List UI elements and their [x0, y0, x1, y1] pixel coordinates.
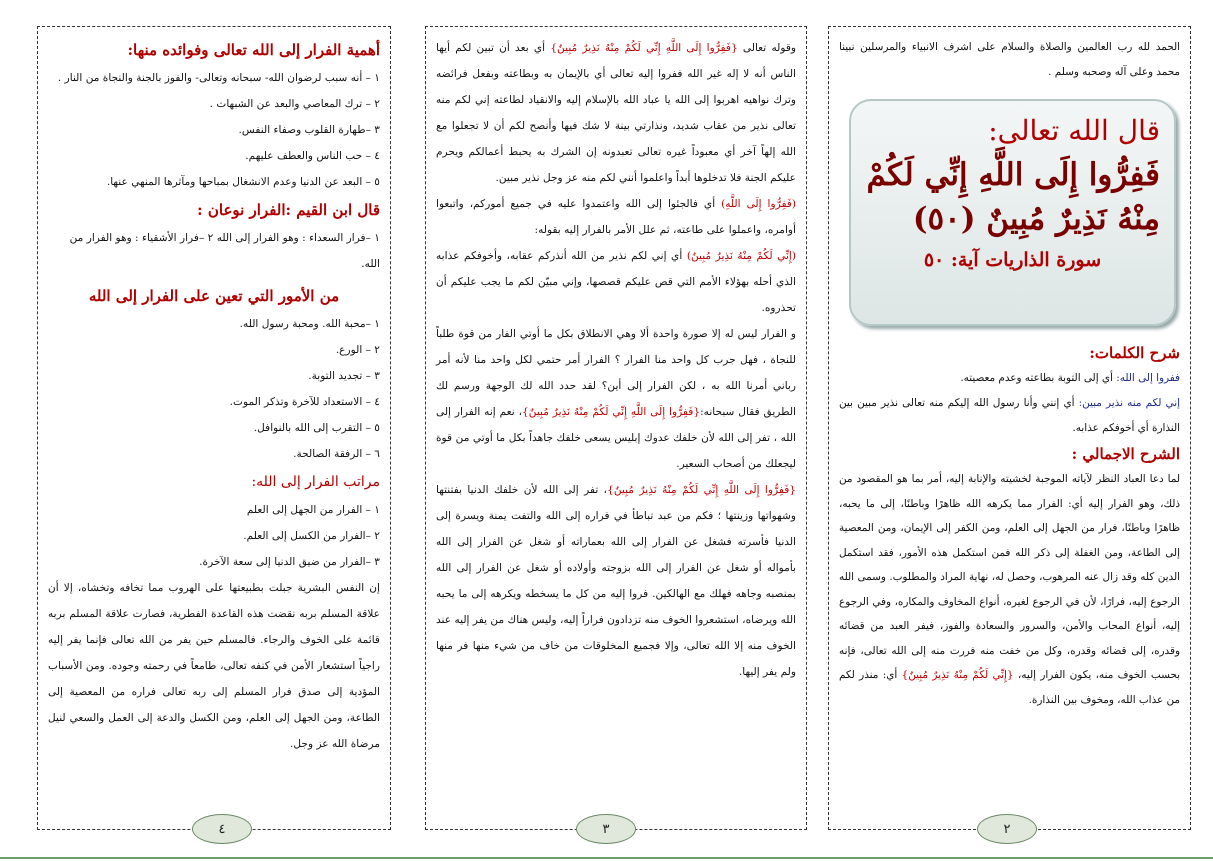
list-item: ٤ – الاستعداد للآخرة وتذكر الموت.	[229, 396, 380, 408]
list-item: ١ – الفرار من الجهل إلى العلم	[246, 504, 380, 516]
word-term-2: إني لكم منه نذير مبين:	[1078, 397, 1180, 409]
list-item: ٤ – حب الناس والعطف عليهم.	[245, 150, 380, 162]
para3-body: أي إني لكم نذير من الله أنذركم عقابه، وأخوفكم عذابه الذي أحله بهؤلاء الأمم التي قص عليكم قصصها، وإني مبيّن لكم ما يجب عليكم أن تحذروه.	[436, 250, 796, 314]
list-item: ٦ – الرفقة الصالحة.	[293, 448, 380, 460]
verse-box-source: سورة الذاريات آية: ٥٠	[923, 249, 1102, 271]
para2-body: أي فالجئوا إلى الله واعتمدوا عليه في جميع أموركم، واتبعوا أوامره، واعملوا على طاعته، ثم علل الأمر بالفرار إليه بقوله:	[436, 198, 796, 236]
benefits-heading: أهمية الفرار إلى الله تعالى وفوائده منها:	[127, 41, 380, 59]
closing-paragraph: إن النفس البشرية جبلت بطبيعتها على الهروب مما تخافه وتخشاه، إلا أن علاقة المسلم بربه نقضت هذه القاعدة الفطرية، فصارت علاقة المسلم بربه قائمة على الخوف والرجاء. فالمسلم حين يفر من الله تعالى فإنما يفر إليه راجياً استشعار الأمن في كنفه تعالى، طامعاً في رحمته وجوده. ومن الأسباب المؤدية إلى صدق فرار المسلم إلى ربه تعالى فراره من المعصية إلى الطاعة، ومن الجهل إلى العلم، ومن الكسل والدعة إلى العمل والسعي لنيل مرضاة الله عز وجل.	[48, 582, 380, 750]
middle-para-1	[436, 35, 796, 191]
middle-para-5	[436, 477, 796, 685]
list-item: ٢ – ترك المعاصي والبعد عن الشبهات .	[209, 98, 380, 110]
list-item: ٣ –طهارة القلوب وصفاء النفس.	[238, 124, 380, 136]
para1-start: وقوله تعالى	[737, 42, 797, 54]
aids-heading: من الأمور التي تعين على الفرار إلى الله	[88, 287, 340, 305]
list-item: ٥ – التقرب إلى الله بالنوافل.	[253, 422, 380, 434]
para5-body: ، تفر إلى الله لأن خلفك الدنيا بفتنتها وشهواتها وزينتها ؛ فكم من عبد تباطأ في فراره إلى الله والتفت يمنة ويسرة إلى الدنيا فأسرته فشغل عن الفرار إلى الله بعماراته أو شغل عن الفرار إلى الله بأمواله أو شغل عن الفرار إلى الله بزوجته وأولاده أو شغل عن الفرار إلى الله بمنصبه وجاهه فهلك مع الهالكين. فروا إليه من كل ما يسخطه ويكرهه إلى ما يحبه الله ويرضاه، استشعروا الخوف منه تزدادون فراراً إليه، وليس هناك من يفر إليه عند الخوف منه إلا الله تعالى، وإلا فجميع المخلوقات من خاف من شيء منها فر منها ولم يفر إليها.	[436, 484, 796, 678]
bottom-divider	[0, 857, 1213, 859]
list-item: ٢ –الفرار من الكسل إلى العلم.	[243, 530, 380, 542]
para2-quote: (فَفِرُّوا إِلَى اللَّهِ)	[721, 198, 796, 210]
para4-quote: {فَفِرُّوا إِلَى اللَّهِ إِنِّي لَكُمْ مِنْهُ نَذِيرٌ مُبِينٌ}	[522, 406, 701, 418]
intro-text: الحمد لله رب العالمين والصلاة والسلام على اشرف الانبياء والمرسلين نبينا محمد وعلى آله وصحبه وسلم .	[839, 41, 1180, 78]
general-explanation	[839, 467, 1180, 712]
word-def-1: أي إلى التوبة بطاعته وعدم معصيته.	[960, 372, 1117, 384]
para3-quote: (إِنِّي لَكُمْ مِنْهُ نَذِيرٌ مُبِينٌ)	[686, 250, 796, 262]
general-tail: أي: منذر لكم من عذاب الله، ومخوف بين النذارة.	[839, 669, 1180, 706]
list-item: ٢ – الورع.	[335, 344, 380, 356]
page-4-panel	[37, 26, 391, 830]
page-2-panel	[828, 26, 1191, 830]
word-definition-2	[839, 391, 1180, 441]
list-item: ٣ – تجديد التوبة.	[308, 370, 380, 382]
middle-para-2	[436, 191, 796, 243]
ranks-heading: مراتب الفرار إلى الله:	[251, 474, 380, 490]
general-text: لما دعا العباد النظر لآياته الموجبة لخشيته والإنابة إليه، أمر بما هو المقصود من ذلك، وهو الفرار إليه أي: الفرار مما يكرهه الله ظاهرًا وباطنًا، إلى ما يحبه، ظاهرًا وباطنًا، فرار من الجهل إلى العلم، ومن الكفر إلى الإيمان، ومن المعصية إلى الطاعة، ومن الغفلة إلى ذكر الله فمن استكمل هذه الأمور، فقد استكمل الدين كله وقد زال عنه المرهوب، وحصل له، نهاية المراد والمطلوب. وسمى الله الرجوع إليه، فرارًا، لأن في الرجوع لغيره، أنواع المخاوف والمكاره، وفي الرجوع إليه، أنواع المحاب والأمن، والسرور والسعادة والفوز، فيفر العبد من قضائه وقدره، إلى قضائه وقدره، وكل من خفت منه فررت منه إلى الله تعالى، فإنه بحسب الخوف منه، يكون الفرار إليه،	[839, 473, 1180, 681]
page-3-panel	[425, 26, 807, 830]
verse-box	[849, 99, 1176, 326]
middle-para-4	[436, 321, 796, 477]
page-number-4: ٤	[192, 814, 252, 844]
verse-box-verse: فَفِرُّوا إِلَى اللَّهِ إِنِّي لَكُمْ مِنْهُ نَذِيرٌ مُبِينٌ (٥٠)	[866, 157, 1160, 237]
general-quote: {إِنِّي لَكُمْ مِنْهُ نَذِيرٌ مُبِينٌ}	[901, 669, 1014, 681]
para1-body: أي بعد أن تبين لكم أيها الناس أنه لا إله غير الله ففروا إليه تعالى أي بالإيمان به وبطاعته وبفعل فرائضه وترك نواهيه اهربوا إلى الله يا عباد الله بالإسلام إليه والانقياد لطاعته إني لكم منه تعالى نذير من عقاب شديد، ونذارتي بينة لا شك فيها وأنصح لكم أن لا تجعلوا مع الله إلهاً آخر أي معبوداً غيره تعالى تعبدونه إن الشرك به يحبط أعمالكم ويحرم عليكم الجنة فلا تدخلوها أبداً واعلموا أنني لكم منه عز وجل نذير مبين.	[436, 42, 796, 184]
word-term-1: ففروا إلى الله:	[1116, 372, 1180, 384]
general-heading: الشرح الاجمالي :	[1071, 445, 1180, 463]
page-number-2: ٢	[977, 814, 1037, 844]
para1-quote: {فَفِرُّوا إِلَى اللَّهِ إِنِّي لَكُمْ مِنْهُ نَذِيرٌ مُبِينٌ}	[550, 42, 738, 54]
word-def-2: أي إنني وأنا رسول الله إليكم منه تعالى نذير مبين بين النذارة أي أخوفكم عذابه.	[839, 397, 1180, 434]
para4-body: ، نعم إنه الفرار إلى الله ، تفر إلى الله لأن خلفك عدوك إبليس يسعى خلفك جاهداً بكل ما أوتي من قوة ليجعلك من أصحاب السعير.	[436, 406, 796, 470]
list-item: ١ –محبة الله. ومحبة رسول الله.	[239, 318, 380, 330]
list-item: ٥ – البعد عن الدنيا وعدم الانشغال بمباحها ومآثرها المنهي عنها.	[106, 176, 380, 188]
para4-start: و الفرار ليس له إلا صورة واحدة ألا وهي الانطلاق بكل ما أوتي الفار من قوة طلباً للنجاة ، فهل جرب كل واحد منا الفرار ؟ الفرار أمر حتمي لكل واحد منا لأنه أمر رباني أمرنا الله به ، لكن الفرار إلى أين؟ لقد حدد الله لك الوجهة ورسم لك الطريق فقال سبحانه:	[436, 328, 797, 418]
page-number-3: ٣	[576, 814, 636, 844]
verse-box-title: قال الله تعالى:	[988, 114, 1160, 147]
words-heading: شرح الكلمات:	[1089, 344, 1180, 362]
middle-para-3	[436, 243, 796, 321]
para5-quote: {فَفِرُّوا إِلَى اللَّهِ إِنِّي لَكُمْ مِنْهُ نَذِيرٌ مُبِينٌ}	[607, 484, 797, 496]
list-item: ١ – أنه سبب لرضوان الله- سبحانه وتعالى- والفوز بالجنة والنجاة من النار .	[57, 72, 380, 84]
types-text: ١ –فرار السعداء : وهو الفرار إلى الله ٢ –فرار الأشقياء : وهو الفرار من الله.	[69, 232, 380, 270]
word-definition-1	[839, 366, 1180, 391]
list-item: ٣ –الفرار من ضيق الدنيا إلى سعة الآخرة.	[199, 556, 380, 568]
types-heading: قال ابن القيم :الفرار نوعان :	[197, 201, 380, 219]
